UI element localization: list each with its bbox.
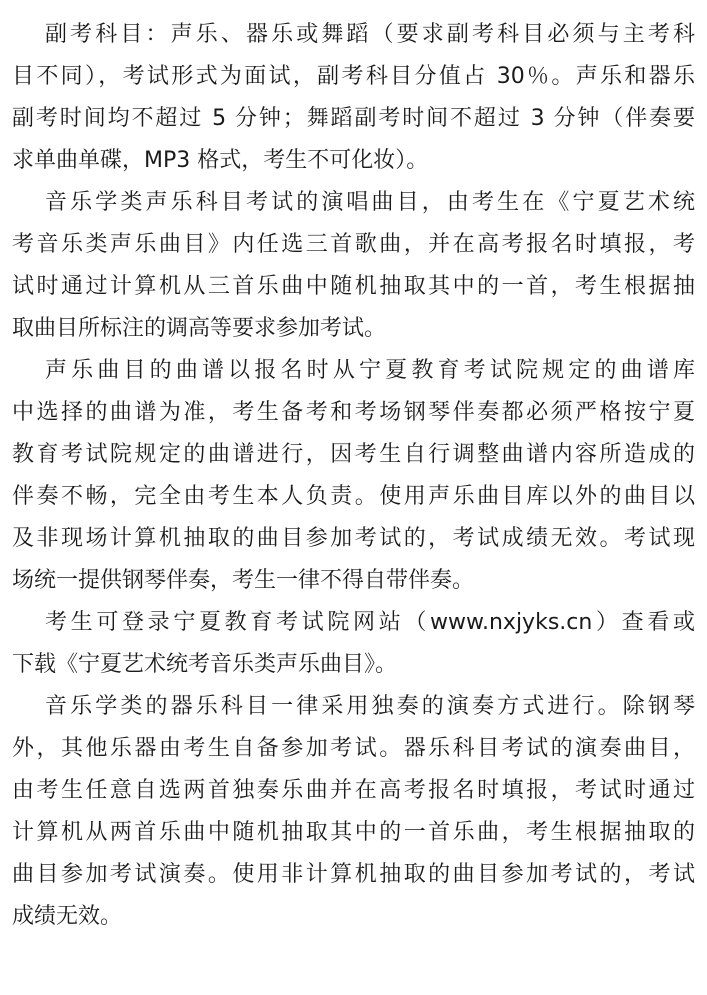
- paragraph: [12, 686, 695, 938]
- paragraph-line: 计算机从两首乐曲中随机抽取其中的一首乐曲，考生根据抽取的: [12, 820, 695, 845]
- paragraph-line: 外，其他乐器由考生自备参加考试。器乐科目考试的演奏曲目，: [12, 736, 695, 761]
- paragraph-line: 场统一提供钢琴伴奏，考生一律不得自带伴奏。: [12, 568, 475, 593]
- paragraph-line: 副考科目：声乐、器乐或舞蹈（要求副考科目必须与主考科: [45, 22, 695, 47]
- paragraph-line: 中选择的曲谱为准，考生备考和考场钢琴伴奏都必须严格按宁夏: [12, 400, 695, 425]
- paragraph-line: 成绩无效。: [12, 904, 123, 929]
- paragraph-line: 教育考试院规定的曲谱进行，因考生自行调整曲谱内容所造成的: [12, 442, 695, 467]
- paragraph-line: 伴奏不畅，完全由考生本人负责。使用声乐曲目库以外的曲目以: [12, 484, 695, 509]
- document-body: [12, 14, 695, 938]
- paragraph-line: 音乐学类的器乐科目一律采用独奏的演奏方式进行。除钢琴: [45, 694, 695, 719]
- paragraph-line: 由考生任意自选两首独奏乐曲并在高考报名时填报，考试时通过: [12, 778, 695, 803]
- paragraph-line: 求单曲单碟，MP3 格式，考生不可化妆）。: [12, 148, 429, 173]
- paragraph-line: 取曲目所标注的调高等要求参加考试。: [12, 316, 387, 341]
- paragraph: [12, 350, 695, 602]
- paragraph-line: 副考时间均不超过 5 分钟；舞蹈副考时间不超过 3 分钟（伴奏要: [12, 106, 695, 131]
- paragraph: [12, 14, 695, 182]
- paragraph-line: 音乐学类声乐科目考试的演唱曲目，由考生在《宁夏艺术统: [45, 190, 695, 215]
- paragraph-line: 考生可登录宁夏教育考试院网站（www.nxjyks.cn）查看或: [45, 610, 695, 635]
- paragraph-line: 下载《宁夏艺术统考音乐类声乐曲目》。: [12, 652, 398, 677]
- paragraph-line: 及非现场计算机抽取的曲目参加考试的，考试成绩无效。考试现: [12, 526, 695, 551]
- paragraph: [12, 602, 695, 686]
- paragraph-line: 考音乐类声乐曲目》内任选三首歌曲，并在高考报名时填报，考: [12, 232, 695, 257]
- paragraph-line: 试时通过计算机从三首乐曲中随机抽取其中的一首，考生根据抽: [12, 274, 695, 299]
- paragraph-line: 声乐曲目的曲谱以报名时从宁夏教育考试院规定的曲谱库: [45, 358, 695, 383]
- paragraph-line: 曲目参加考试演奏。使用非计算机抽取的曲目参加考试的，考试: [12, 862, 695, 887]
- paragraph-line: 目不同），考试形式为面试，副考科目分值占 30％。声乐和器乐: [12, 64, 695, 89]
- paragraph: [12, 182, 695, 350]
